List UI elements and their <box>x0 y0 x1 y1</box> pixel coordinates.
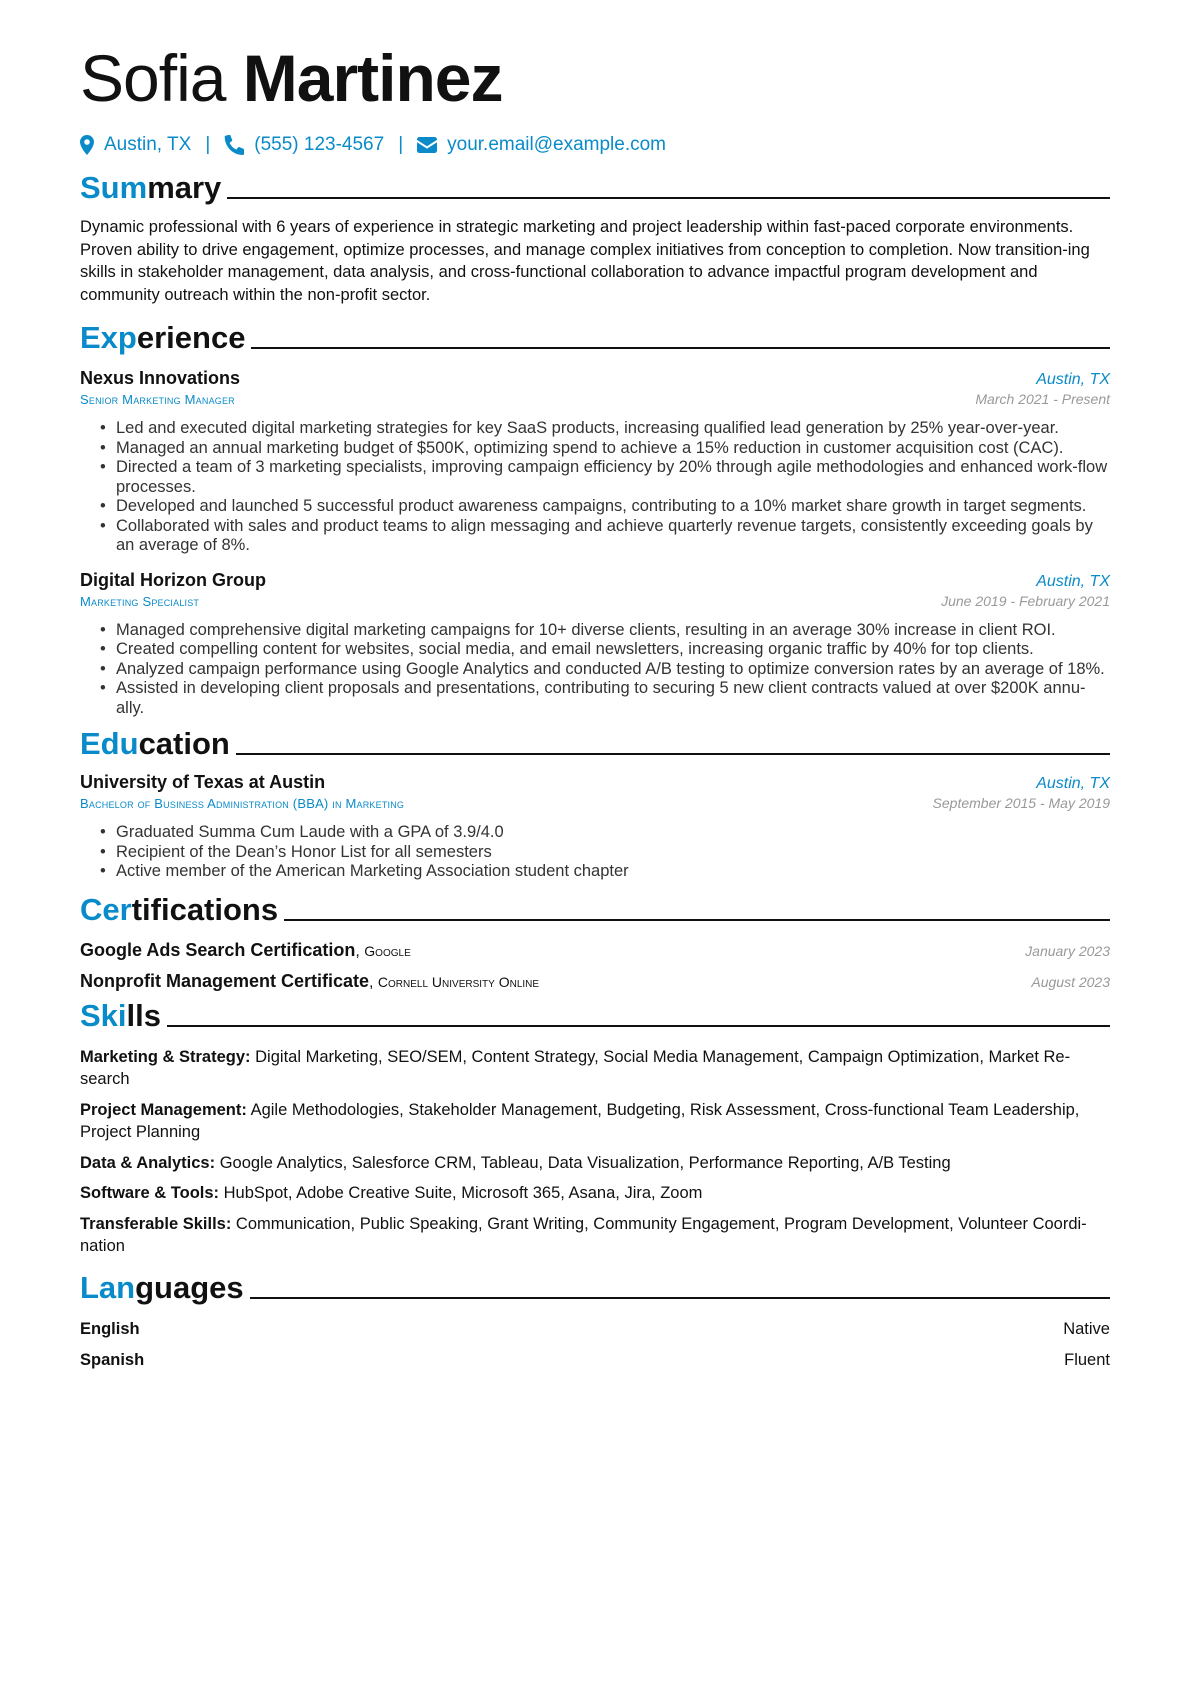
job-bullets <box>80 419 1110 556</box>
section-rule <box>251 347 1110 349</box>
job-entry <box>80 570 1110 719</box>
experience-heading <box>80 316 1110 356</box>
certification-date: January 2023 <box>1025 942 1110 959</box>
candidate-name <box>80 40 1110 116</box>
contact-line <box>80 132 1110 158</box>
map-pin-icon <box>80 135 94 155</box>
degree-name: Bachelor of Business Administration (BBA) in Marketing <box>80 796 405 811</box>
section-rule <box>167 1025 1110 1027</box>
list-item: • Managed comprehensive digital marketing campaigns for 10+ diverse clients, resulting in an average 30% increase in client ROI. <box>100 621 1110 641</box>
list-item: • Directed a team of 3 marketing specialists, improving campaign efficiency by 20% through agile methodologies and enhanced work-flow processes. <box>100 458 1110 497</box>
list-item: • Analyzed campaign performance using Google Analytics and conducted A/B testing to optimize conversion rates by an average of 18%. <box>100 660 1110 680</box>
language-level: Native <box>1063 1319 1110 1338</box>
contact-location <box>80 134 191 156</box>
company-name: Nexus Innovations <box>80 368 241 388</box>
section-rule <box>250 1297 1110 1299</box>
language-name: Spanish <box>80 1350 145 1369</box>
phone-icon <box>224 135 244 155</box>
section-title: Summary <box>80 170 222 205</box>
location-text: Austin, TX <box>104 134 192 155</box>
certification-name: Google Ads Search Certification <box>80 939 356 960</box>
list-item: • Graduated Summa Cum Laude with a GPA of 3.9/4.0 <box>100 823 1110 843</box>
skill-line: Data & Analytics: Google Analytics, Salesforce CRM, Tableau, Data Visualization, Performance Reporting, A/B Testing <box>80 1153 951 1172</box>
section-rule <box>227 197 1110 199</box>
job-location: Austin, TX <box>1036 371 1110 388</box>
certification-item: Google Ads Search Certification, Google January 2023 <box>80 939 1110 960</box>
skills-heading <box>80 994 1110 1034</box>
contact-email[interactable] <box>417 134 666 156</box>
certification-item: Nonprofit Management Certificate, Cornell University Online August 2023 <box>80 970 1110 991</box>
list-item: • Assisted in developing client proposals and presentations, contributing to securing 5 new client contracts valued at over $200K annu-ally. <box>100 679 1110 718</box>
certification-name: Nonprofit Management Certificate <box>80 970 370 991</box>
job-dates: March 2021 - Present <box>975 391 1110 407</box>
list-item: • Active member of the American Marketing Association student chapter <box>100 862 1110 882</box>
summary-text: Dynamic professional with 6 years of experience in strategic marketing and project leadership within fast-paced corporate environments. Proven ability to drive engagement, optimize processes, and manage complex initiatives from conception to completion. Now transition-ing skills in stakeholder management, data analysis, and cross-functional collaboration to advance impactful program development and community outreach within the non-profit sector. <box>80 218 1090 304</box>
list-item: • Managed an annual marketing budget of $500K, optimizing spend to achieve a 15% reduction in customer acquisition cost (CAC). <box>100 439 1110 459</box>
skill-line: Marketing & Strategy: Digital Marketing, SEO/SEM, Content Strategy, Social Media Management, Campaign Optimization, Market Re-search <box>80 1047 1071 1088</box>
language-item <box>80 1349 1110 1371</box>
section-title: Skills <box>80 997 161 1033</box>
job-dates: June 2019 - February 2021 <box>941 592 1110 609</box>
first-name: Sofia <box>80 41 226 115</box>
language-level: Fluent <box>1064 1350 1110 1369</box>
language-name: English <box>80 1319 140 1338</box>
section-title: Languages <box>80 1269 244 1305</box>
company-name: Digital Horizon Group <box>80 569 266 590</box>
job-location: Austin, TX <box>1036 572 1110 590</box>
section-rule <box>236 753 1110 755</box>
list-item: • Developed and launched 5 successful product awareness campaigns, contributing to a 10% market share growth in target segments. <box>100 497 1110 517</box>
contact-separator: | <box>398 134 404 155</box>
education-dates: September 2015 - May 2019 <box>932 795 1110 811</box>
certification-date: August 2023 <box>1031 973 1110 990</box>
job-title: Senior Marketing Manager <box>80 392 235 407</box>
certification-org: Cornell University Online <box>377 973 540 990</box>
job-title: Marketing Specialist <box>80 593 200 609</box>
skill-line: Project Management: Agile Methodologies, Stakeholder Management, Budgeting, Risk Assessment, Cross-functional Team Leadership, Project Planning <box>80 1100 1080 1141</box>
skill-line: Transferable Skills: Communication, Public Speaking, Grant Writing, Community Engagement, Program Development, Volunteer Coordi-nation <box>80 1214 1087 1255</box>
list-item: • Recipient of the Dean’s Honor List for all semesters <box>100 843 1110 863</box>
contact-separator: | <box>205 134 211 155</box>
section-title: Certifications <box>80 891 279 927</box>
skills-list <box>80 1046 1110 1258</box>
phone-text: (555) 123-4567 <box>254 134 385 155</box>
list-item: • Created compelling content for websites, social media, and email newsletters, increasing organic traffic by 40% for top clients. <box>100 640 1110 660</box>
section-title: Education <box>80 726 230 761</box>
certifications-heading <box>80 888 1110 928</box>
last-name: Martinez <box>242 41 503 115</box>
language-item <box>80 1318 1110 1340</box>
contact-phone[interactable] <box>224 134 384 156</box>
list-item: • Led and executed digital marketing strategies for key SaaS products, increasing qualified lead generation by 25% year-over-year. <box>100 419 1110 439</box>
school-name: University of Texas at Austin <box>80 772 326 792</box>
education-heading <box>80 722 1110 762</box>
certification-org: Google <box>364 942 411 959</box>
education-entry <box>80 772 1110 882</box>
skill-line: Software & Tools: HubSpot, Adobe Creative Suite, Microsoft 365, Asana, Jira, Zoom <box>80 1184 703 1202</box>
section-rule <box>284 919 1110 921</box>
languages-heading <box>80 1266 1110 1306</box>
email-text: your.email@example.com <box>447 134 666 155</box>
school-location: Austin, TX <box>1036 775 1110 792</box>
summary-heading <box>80 166 1110 206</box>
envelope-icon <box>417 137 437 153</box>
job-entry <box>80 368 1110 556</box>
job-bullets <box>80 621 1110 719</box>
education-bullets <box>80 823 1110 882</box>
section-title: Experience <box>80 320 246 355</box>
list-item: • Collaborated with sales and product teams to align messaging and achieve quarterly revenue targets, consistently exceeding goals by an average of 8%. <box>100 517 1110 556</box>
